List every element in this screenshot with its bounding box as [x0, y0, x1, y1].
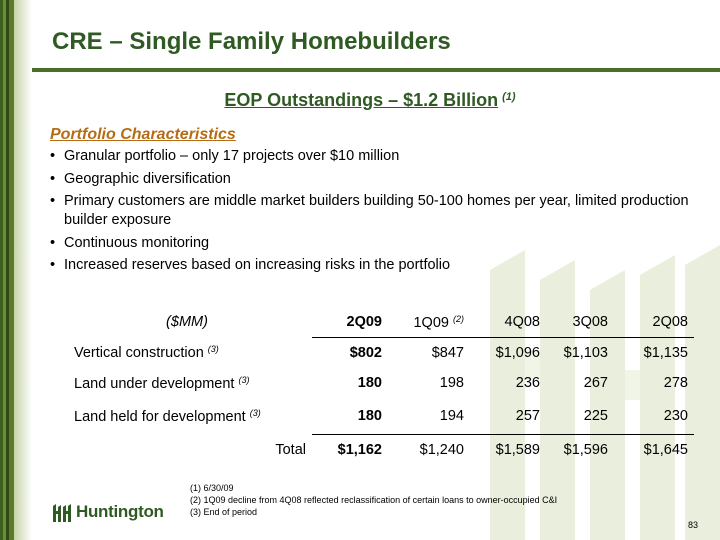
row-label: Land under development $^{(3)}$: [74, 374, 250, 392]
table-cell: 225: [583, 408, 608, 424]
page-title: CRE – Single Family Homebuilders: [52, 28, 451, 55]
row-label: Vertical construction $^{(3)}$: [74, 344, 219, 362]
subtitle-text: EOP Outstandings – $1.2 Billion: [224, 90, 499, 110]
table-cell: 278: [663, 375, 688, 391]
bullet-item: • Granular portfolio – only 17 projects over $10 million: [50, 147, 700, 166]
outstandings-table: [62, 307, 694, 465]
huntington-logo-icon: [52, 502, 72, 522]
title-divider: [32, 68, 720, 72]
table-row: [62, 338, 694, 369]
column-header: 4Q08: [470, 307, 546, 338]
table-cell: 230: [663, 408, 688, 424]
table-cell: 236: [515, 375, 540, 391]
bullet-item: • Continuous monitoring: [50, 234, 700, 253]
column-header: 1Q09 $^{(2)}$: [388, 307, 470, 338]
footnote: (2) 1Q09 decline from 4Q08 reflected reclassification of certain loans to owner-occupied C&I: [190, 495, 558, 505]
table-cell: 198: [439, 375, 464, 391]
table-total-row: [62, 435, 694, 466]
logo-text: Huntington: [76, 502, 164, 521]
footnote: (1) 6/30/09: [190, 483, 234, 493]
bullet-item: • Geographic diversification: [50, 170, 700, 189]
total-cell: $1,162: [312, 435, 388, 466]
left-stripe-fade: [14, 0, 32, 540]
total-cell: $1,589: [470, 435, 546, 466]
total-label: Total: [275, 441, 306, 458]
page-number: 83: [687, 520, 698, 530]
column-header: 2Q08: [614, 307, 694, 338]
left-decorative-stripe: [0, 0, 14, 540]
column-header: 2Q09: [312, 307, 388, 338]
table-cell: $847: [431, 345, 464, 361]
total-cell: $1,596: [546, 435, 614, 466]
table-cell: $1,103: [563, 345, 608, 361]
bullet-item: • Primary customers are middle market builders building 50-100 homes per year, limited production builder exposure: [50, 192, 700, 230]
unit-label: ($MM): [166, 314, 208, 331]
table-cell: 180: [357, 408, 382, 424]
row-label: Land held for development $^{(3)}$: [74, 407, 261, 425]
footnotes: [190, 482, 557, 518]
column-header: 3Q08: [546, 307, 614, 338]
total-cell: $1,645: [614, 435, 694, 466]
table-header-row: [62, 307, 694, 338]
footnote: (3) End of period: [190, 507, 258, 517]
subtitle: [0, 90, 720, 111]
table-cell: $1,096: [495, 345, 540, 361]
table-cell: $802: [349, 345, 382, 361]
portfolio-heading: Portfolio Characteristics: [50, 126, 236, 143]
table-cell: 194: [439, 408, 464, 424]
table-row: [62, 398, 694, 435]
table-cell: 257: [515, 408, 540, 424]
table-row: [62, 368, 694, 398]
table-cell: 267: [583, 375, 608, 391]
table-cell: $1,135: [643, 345, 688, 361]
subtitle-footnote-ref: (1): [502, 91, 516, 103]
table-cell: 180: [357, 375, 382, 391]
bullet-item: • Increased reserves based on increasing risks in the portfolio: [50, 256, 700, 275]
portfolio-bullet-list: [50, 147, 700, 279]
total-cell: $1,240: [388, 435, 470, 466]
huntington-logo: [52, 502, 164, 522]
